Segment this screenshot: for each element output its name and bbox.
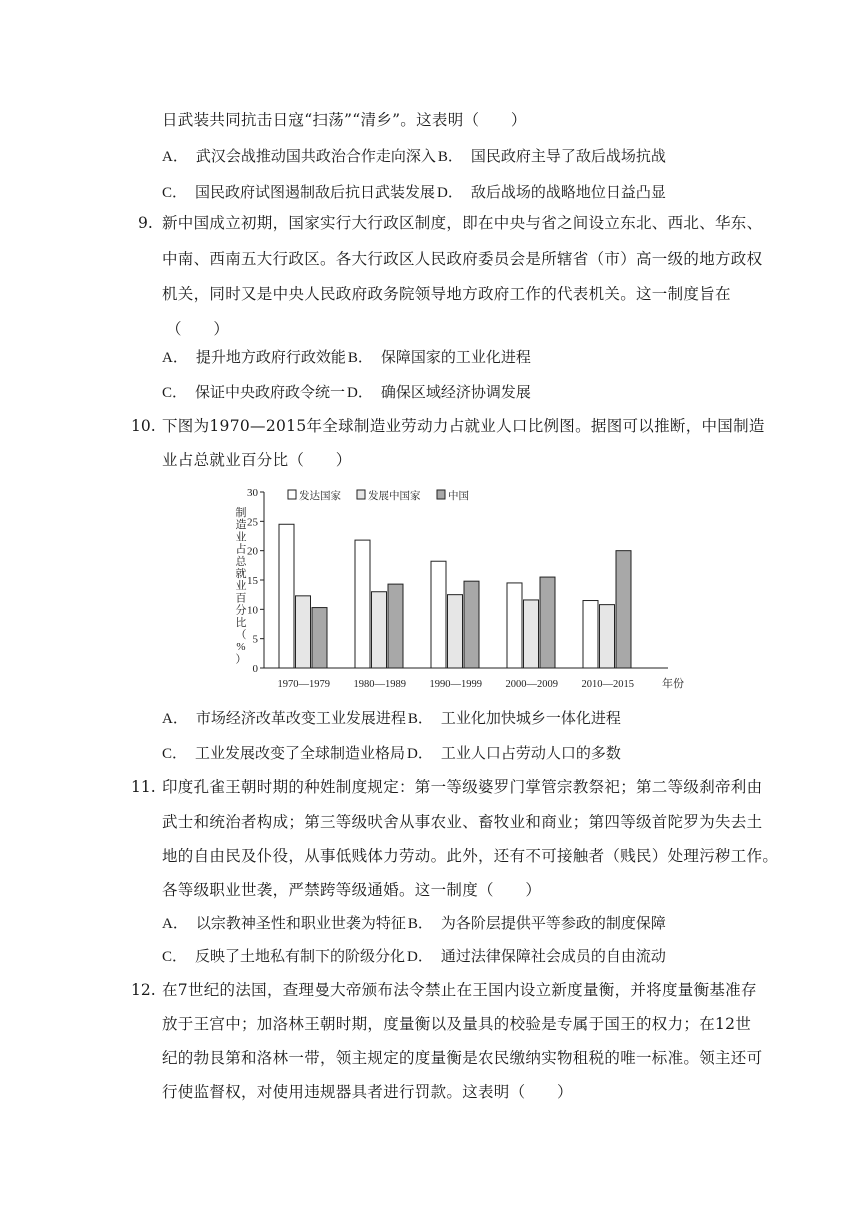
bar-developing — [600, 605, 615, 668]
q10-option-c: 工业发展改变了全球制造业格局 — [195, 744, 406, 762]
bar-developing — [372, 592, 387, 668]
q8-option-d-letter: D． — [437, 185, 463, 201]
q9-option-b-letter: B． — [347, 350, 373, 366]
q9-line3: 机关，同时又是中央人民政府政务院领导地方政府工作的代表机关。这一制度旨在 — [162, 285, 731, 303]
q11-line4: 各等级职业世袭，严禁跨等级通婚。这一制度（ ） — [162, 881, 542, 899]
q10-option-d: 工业人口占劳动人口的多数 — [440, 744, 621, 762]
q11-options-row2 — [162, 946, 666, 967]
q11-number: 11. — [131, 778, 156, 796]
q9-option-c-letter: C． — [162, 385, 188, 401]
q10-option-b: 工业化加快城乡一体化进程 — [440, 709, 621, 727]
bar-developed — [431, 561, 446, 668]
y-tick-label: 25 — [247, 516, 258, 529]
q8-option-a-letter: A． — [162, 149, 188, 165]
bar-series — [279, 524, 631, 668]
q10-line2: 业占总就业百分比（ ） — [162, 451, 352, 469]
q10-option-d-letter: D． — [407, 746, 433, 762]
y-axis-label-char: ） — [235, 653, 247, 666]
q9-option-b: 保障国家的工业化进程 — [380, 348, 531, 366]
q11-option-a-letter: A． — [162, 916, 188, 932]
y-tick-label: 10 — [247, 604, 258, 617]
bar-china — [540, 577, 555, 668]
q9-option-d: 确保区域经济协调发展 — [380, 383, 531, 401]
x-tick-label: 2000—2009 — [505, 679, 558, 690]
y-axis-label-char: 业 — [235, 531, 247, 544]
q11-line3: 地的自由民及仆役，从事低贱体力劳动。此外，还有不可接触者（贱民）处理污秽工作。 — [162, 847, 779, 865]
q9-option-d-letter: D． — [347, 385, 373, 401]
q9-line2: 中南、西南五大行政区。各大行政区人民政府委员会是所辖省（市）高一级的地方政权 — [162, 250, 763, 268]
q12-line2: 放于王宫中；加洛林王朝时期，度量衡以及量具的校验是专属于国王的权力；在12世 — [162, 1015, 752, 1033]
legend-label: 发达国家 — [299, 491, 341, 502]
q9-options-row1 — [162, 347, 531, 368]
y-axis-label-char: 造 — [235, 519, 247, 532]
chart-legend — [288, 489, 469, 502]
y-axis-label-char: % — [236, 641, 246, 654]
y-tick-label: 0 — [252, 663, 258, 675]
y-tick-label: 5 — [252, 633, 258, 646]
q8-option-b-letter: B． — [437, 149, 463, 165]
y-axis-label-char: 占 — [235, 543, 247, 556]
q10-option-a: 市场经济改革改变工业发展进程 — [195, 709, 406, 727]
q11-option-d: 通过法律保障社会成员的自由流动 — [440, 947, 666, 965]
y-axis-label-char: 百 — [235, 592, 247, 605]
q10-option-b-letter: B． — [407, 711, 433, 727]
q12-line3: 纪的勃艮第和洛林一带，领主规定的度量衡是农民缴纳实物租税的唯一标准。领主还可 — [162, 1049, 763, 1067]
x-tick-label: 1990—1999 — [429, 679, 482, 690]
q11-option-c: 反映了土地私有制下的阶级分化 — [195, 947, 406, 965]
bar-china — [464, 581, 479, 668]
x-tick-label: 1980—1989 — [353, 679, 406, 690]
y-axis-label-char: 比 — [235, 616, 247, 629]
bar-developed — [279, 524, 294, 668]
q9-option-a-letter: A． — [162, 350, 188, 366]
q12-line4: 行使监督权，对使用违规器具者进行罚款。这表明（ ） — [162, 1083, 573, 1101]
y-tick-label: 20 — [247, 545, 258, 558]
q8-options-row1 — [162, 146, 666, 167]
q10-line1: 下图为1970—2015年全球制造业劳动力占就业人口比例图。据图可以推断，中国制造 — [162, 417, 765, 435]
x-tick-label: 1970—1979 — [277, 679, 330, 690]
q8-option-a: 武汉会战推动国共政治合作走向深入 — [195, 147, 436, 165]
q11-option-b: 为各阶层提供平等参政的制度保障 — [440, 914, 666, 932]
q8-option-b: 国民政府主导了敌后战场抗战 — [470, 147, 666, 165]
legend-label: 发展中国家 — [368, 491, 421, 502]
x-axis-label: 年份 — [662, 678, 684, 690]
legend-swatch — [288, 490, 296, 499]
y-axis — [247, 487, 264, 675]
y-axis-label-char: 总 — [235, 555, 247, 568]
y-axis-label-char: 就 — [235, 568, 247, 580]
bar-developing — [524, 600, 539, 668]
bar-developing — [296, 596, 311, 668]
y-tick-label: 30 — [247, 487, 258, 499]
q10-options-row1 — [162, 708, 621, 729]
y-axis-label-char: 业 — [235, 580, 247, 593]
legend-swatch — [357, 490, 365, 499]
q10-options-row2 — [162, 743, 621, 764]
bar-china — [388, 584, 403, 668]
bar-developing — [448, 595, 463, 668]
y-axis-label-char: （ — [235, 629, 247, 641]
q10-option-c-letter: C． — [162, 746, 188, 762]
bar-developed — [583, 601, 598, 668]
q8-option-c: 国民政府试图遏制敌后抗日武装发展 — [195, 183, 436, 201]
x-axis — [264, 668, 684, 690]
bar-china — [312, 608, 327, 668]
x-tick-label: 2010—2015 — [581, 679, 634, 690]
q11-option-d-letter: D． — [407, 949, 433, 965]
q12-number: 12. — [131, 981, 156, 999]
legend-label: 中国 — [448, 491, 469, 502]
q8-option-d: 敌后战场的战略地位日益凸显 — [470, 183, 666, 201]
q11-option-c-letter: C． — [162, 949, 188, 965]
y-tick-label: 15 — [247, 575, 258, 587]
q11-options-row1 — [162, 913, 666, 934]
q9-line1: 新中国成立初期，国家实行大行政区制度，即在中央与省之间设立东北、西北、华东、 — [162, 214, 763, 232]
q8-option-c-letter: C． — [162, 185, 188, 201]
bar-china — [616, 551, 631, 668]
q9-line4: （ ） — [166, 320, 230, 338]
y-axis-label-char: 制 — [235, 507, 247, 519]
q9-option-a: 提升地方政府行政效能 — [195, 348, 346, 366]
q9-options-row2 — [162, 382, 531, 403]
legend-swatch — [437, 490, 445, 499]
q9-number: 9. — [138, 214, 153, 232]
q9-option-c: 保证中央政府政令统一 — [195, 383, 346, 401]
q12-line1: 在7世纪的法国，查理曼大帝颁布法令禁止在王国内设立新度量衡，并将度量衡基准存 — [162, 981, 757, 999]
y-axis-label-char: 分 — [235, 604, 247, 617]
q11-line2: 武士和统治者构成；第三等级吠舍从事农业、畜牧业和商业；第四等级首陀罗为失去土 — [162, 813, 763, 831]
q11-option-a: 以宗教神圣性和职业世袭为特征 — [195, 914, 406, 932]
q11-option-b-letter: B． — [407, 916, 433, 932]
y-axis-label — [236, 505, 248, 665]
manufacturing-employment-chart — [228, 480, 688, 692]
q11-line1: 印度孔雀王朝时期的种姓制度规定：第一等级婆罗门掌管宗教祭祀；第二等级刹帝利由 — [162, 778, 763, 796]
q8-stem-tail: 日武装共同抗击日寇“扫荡”“清乡”。这表明（ ） — [162, 111, 527, 129]
bar-developed — [355, 540, 370, 668]
q10-number: 10. — [131, 417, 156, 435]
q8-options-row2 — [162, 182, 666, 203]
q10-option-a-letter: A． — [162, 711, 188, 727]
bar-developed — [507, 583, 522, 668]
